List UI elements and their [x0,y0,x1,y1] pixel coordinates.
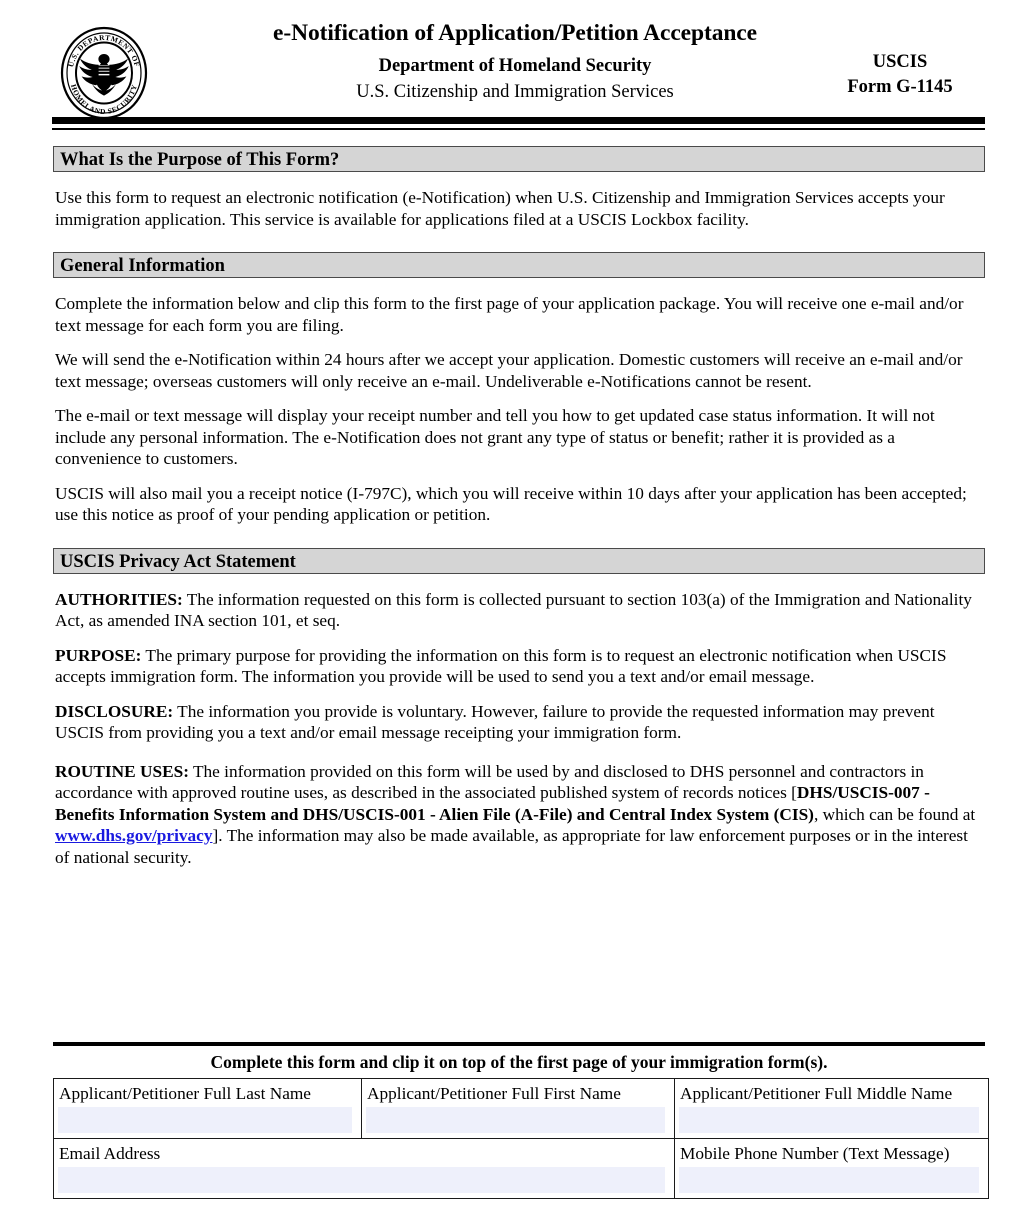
label-email-address: Email Address [59,1144,161,1163]
form-content [53,146,985,868]
label-mobile-phone: Mobile Phone Number (Text Message) [680,1144,950,1163]
cell-middle-name [675,1079,989,1139]
spacer [53,230,985,252]
table-row [54,1079,989,1139]
routine-uses-label: ROUTINE USES: [55,761,189,781]
privacy-disclosure [55,701,985,744]
section-heading-general-information: General Information [53,252,985,278]
label-first-name: Applicant/Petitioner Full First Name [367,1084,621,1103]
cell-email-address [54,1139,675,1199]
page-title: e-Notification of Application/Petition Acceptance [273,20,757,46]
table-row [54,1139,989,1199]
label-middle-name: Applicant/Petitioner Full Middle Name [680,1084,953,1103]
input-first-name[interactable] [366,1107,665,1133]
routine-uses-text-part2: , which can be found at [813,804,976,824]
dhs-privacy-link[interactable]: www.dhs.gov/privacy [55,826,213,845]
header-title-block [190,20,840,104]
svg-text:U.S. DEPARTMENT OF: U.S. DEPARTMENT OF [66,32,142,69]
section-heading-purpose: What Is the Purpose of This Form? [53,146,985,172]
section-heading-privacy-act: USCIS Privacy Act Statement [53,548,985,574]
disclosure-text: The information you provide is voluntary. However, failure to provide the requested information may prevent USCIS from providing you a text and/or email message receipting your immigration form. [55,701,935,742]
agency-abbreviation: USCIS [872,52,928,72]
svg-text:HOMELAND SECURITY: HOMELAND SECURITY [68,83,140,117]
privacy-routine-uses [55,761,985,869]
privacy-authorities [55,589,985,632]
bottom-divider-rule [53,1042,985,1046]
general-paragraph-1: Complete the information below and clip this form to the first page of your application package. You will receive one e-mail and/or text message for each form you are filing. [55,294,964,335]
spacer [53,526,985,548]
input-email-address[interactable] [58,1167,665,1193]
general-paragraph-3: The e-mail or text message will display your receipt number and tell you how to get updated case status information. It will not include any personal information. The e-Notification does not grant any type of status or benefit; rather it is provided as a convenience to customers. [55,406,935,468]
agency-name: Department of Homeland Security [378,56,652,77]
cell-last-name [54,1079,362,1139]
cell-mobile-phone [675,1139,989,1199]
input-last-name[interactable] [58,1107,352,1133]
input-middle-name[interactable] [679,1107,979,1133]
general-paragraph-2: We will send the e-Notification within 24 hours after we accept your application. Domestic customers will receive an e-mail and/or text message; overseas customers will only receive an e-mail. Undeliverable e-Notifications cannot be resent. [55,350,963,391]
header-thick-rule [52,117,985,124]
purpose-paragraph: Use this form to request an electronic notification (e-Notification) when U.S. Citizenship and Immigration Services accepts your immigration application. This service is available for applications filed at a USCIS Lockbox facility. [55,188,945,229]
input-mobile-phone[interactable] [679,1167,979,1193]
privacy-purpose [55,645,985,688]
routine-uses-systems: DHS/USCIS-007 - Benefits Information System and DHS/USCIS-001 - Alien File (A-File) and Central Index System (CIS) [55,783,930,824]
applicant-information-block [53,1042,985,1199]
dhs-seal-icon [54,26,154,120]
authorities-label: AUTHORITIES: [55,589,183,609]
header-thin-rule [52,128,985,130]
label-last-name: Applicant/Petitioner Full Last Name [59,1084,311,1103]
routine-uses-text-part1: The information provided on this form will be used by and disclosed to DHS personnel and contractors in accordance with approved routine uses, as described in the associated published system of records notices [ [55,761,924,802]
form-identifier [810,50,990,100]
applicant-fields-table [53,1078,989,1199]
general-paragraph-4: USCIS will also mail you a receipt notice (I-797C), which you will receive within 10 days after your application has been accepted; use this notice as proof of your pending application or petition. [55,483,967,524]
page-header [0,0,1032,117]
purpose-text: The primary purpose for providing the information on this form is to request an electronic notification when USCIS accepts immigration form. The information you provide will be used to send you a text and/or email message. [55,645,947,686]
subagency-name: U.S. Citizenship and Immigration Services [356,82,674,103]
routine-uses-text-part3: ]. The information may also be made available, as appropriate for law enforcement purposes or in the interest of national security. [55,826,968,867]
form-number: Form G-1145 [847,76,953,97]
disclosure-label: DISCLOSURE: [55,701,174,721]
cell-first-name [362,1079,675,1139]
form-instructions-caption: Complete this form and clip it on top of the first page of your immigration form(s). [210,1052,828,1072]
purpose-label: PURPOSE: [55,645,142,665]
authorities-text: The information requested on this form is collected pursuant to section 103(a) of the Immigration and Nationality Act, as amended INA section 101, et seq. [55,589,972,630]
